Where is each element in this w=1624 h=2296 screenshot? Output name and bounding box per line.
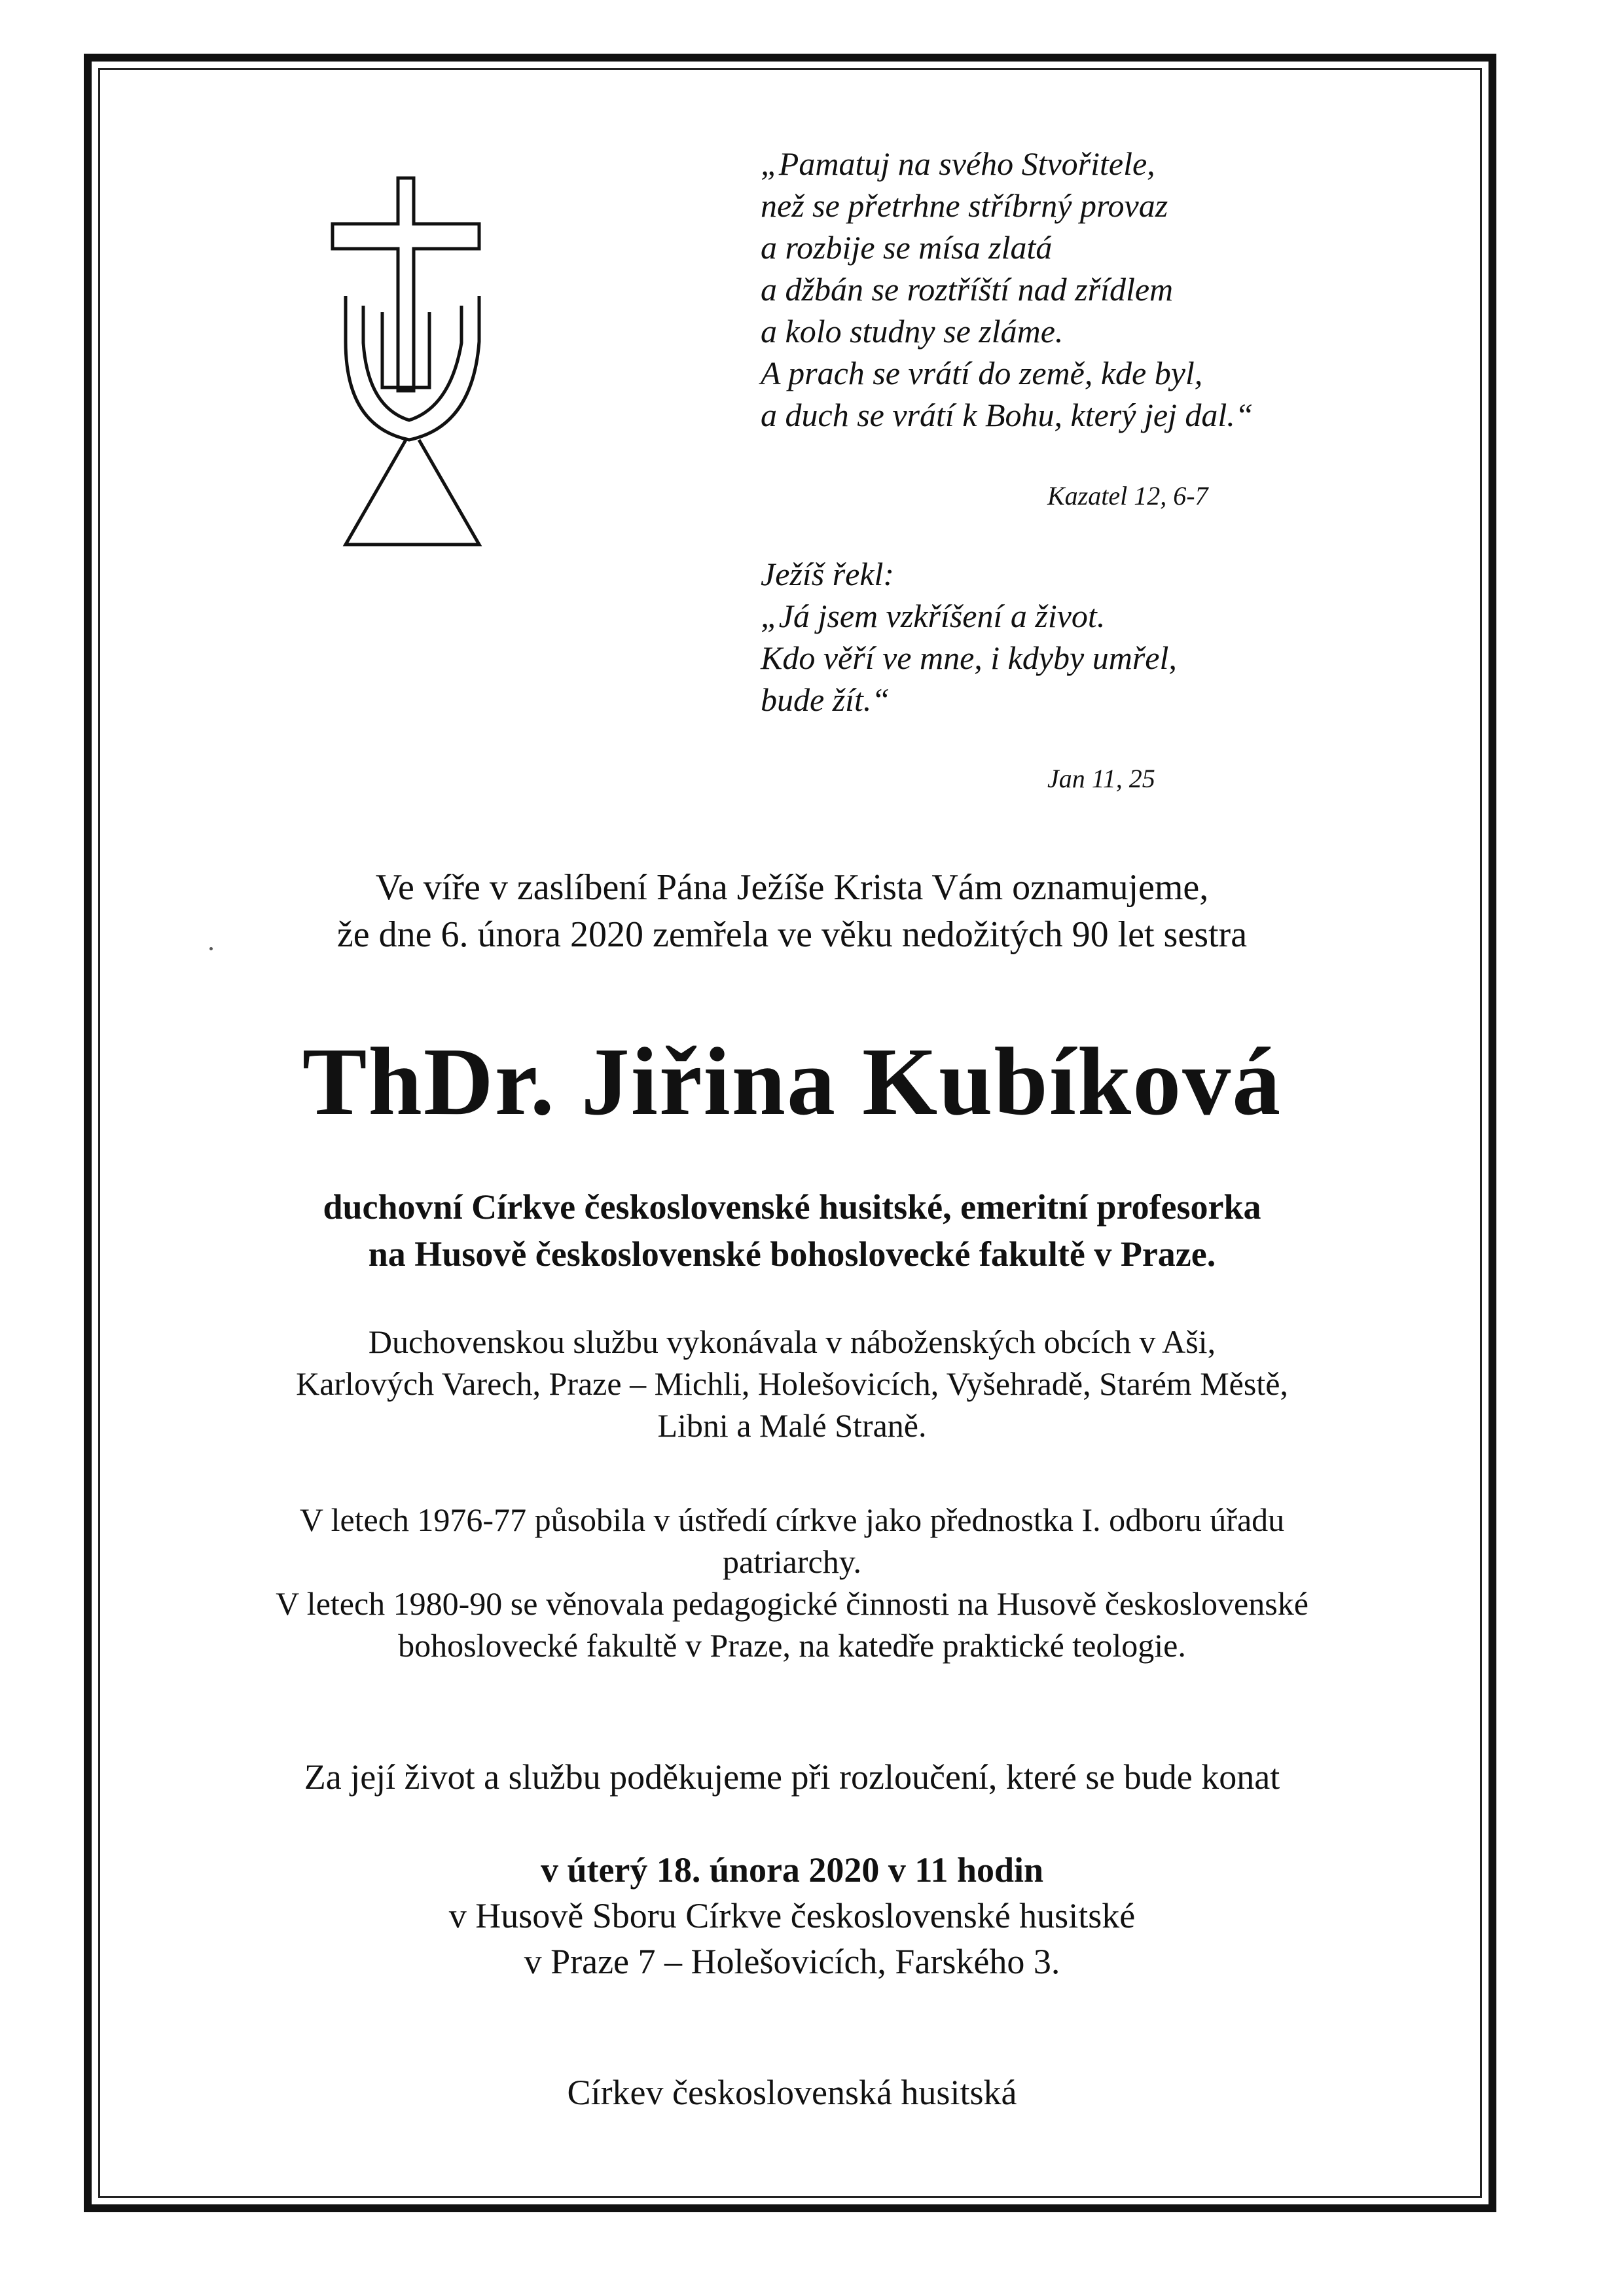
quote-ecclesiastes-reference: Kazatel 12, 6-7 bbox=[1047, 481, 1208, 511]
chalice-cross-icon bbox=[327, 171, 504, 551]
quote-ecclesiastes: „Pamatuj na svého Stvořitele, než se přetrhne stříbrný provaz a rozbije se mísa zlatá a džbán se roztříští nad zřídlem a kolo studny se zláme. A prach se vrátí do země, kde byl, a duch se vrátí k Bohu, který jej dal.“ bbox=[761, 145, 1254, 433]
service-history: Duchovenskou službu vykonávala v náboženských obcích v Aši, Karlových Varech, Praze – Michli, Holešovicích, Vyšehradě, Starém Městě, Libni a Malé Straně. bbox=[296, 1323, 1288, 1444]
quote-john: Ježíš řekl: „Já jsem vzkříšení a život. Kdo věří ve mne, i kdyby umřel, bude žít.“ bbox=[761, 556, 1177, 718]
farewell-venue: v Husově Sboru Církve československé husitské v Praze 7 – Holešovicích, Farského 3. bbox=[448, 1896, 1136, 1981]
quote-john-reference: Jan 11, 25 bbox=[1047, 764, 1155, 793]
career-history: V letech 1976-77 působila v ústředí církve jako přednostka I. odboru úřadu patriarchy. V letech 1980-90 se věnovala pedagogické činnosti na Husově československé bohoslovecké fakultě v Praze, na katedře praktické teologie. bbox=[276, 1501, 1308, 1664]
deceased-name: ThDr. Jiřina Kubíková bbox=[302, 1028, 1282, 1136]
deceased-role: duchovní Církve československé husitské, emeritní profesorka na Husově československé bohoslovecké fakultě v Praze. bbox=[323, 1187, 1261, 1274]
farewell-intro: Za její život a službu poděkujeme při rozloučení, které se bude konat bbox=[304, 1757, 1280, 1797]
signature: Církev československá husitská bbox=[567, 2073, 1017, 2112]
death-announcement: Ve víře v zaslíbení Pána Ježíše Krista Vám oznamujeme, že dne 6. února 2020 zemřela ve věku nedožitých 90 let sestra bbox=[336, 867, 1248, 955]
farewell-date: v úterý 18. února 2020 v 11 hodin bbox=[540, 1850, 1044, 1890]
